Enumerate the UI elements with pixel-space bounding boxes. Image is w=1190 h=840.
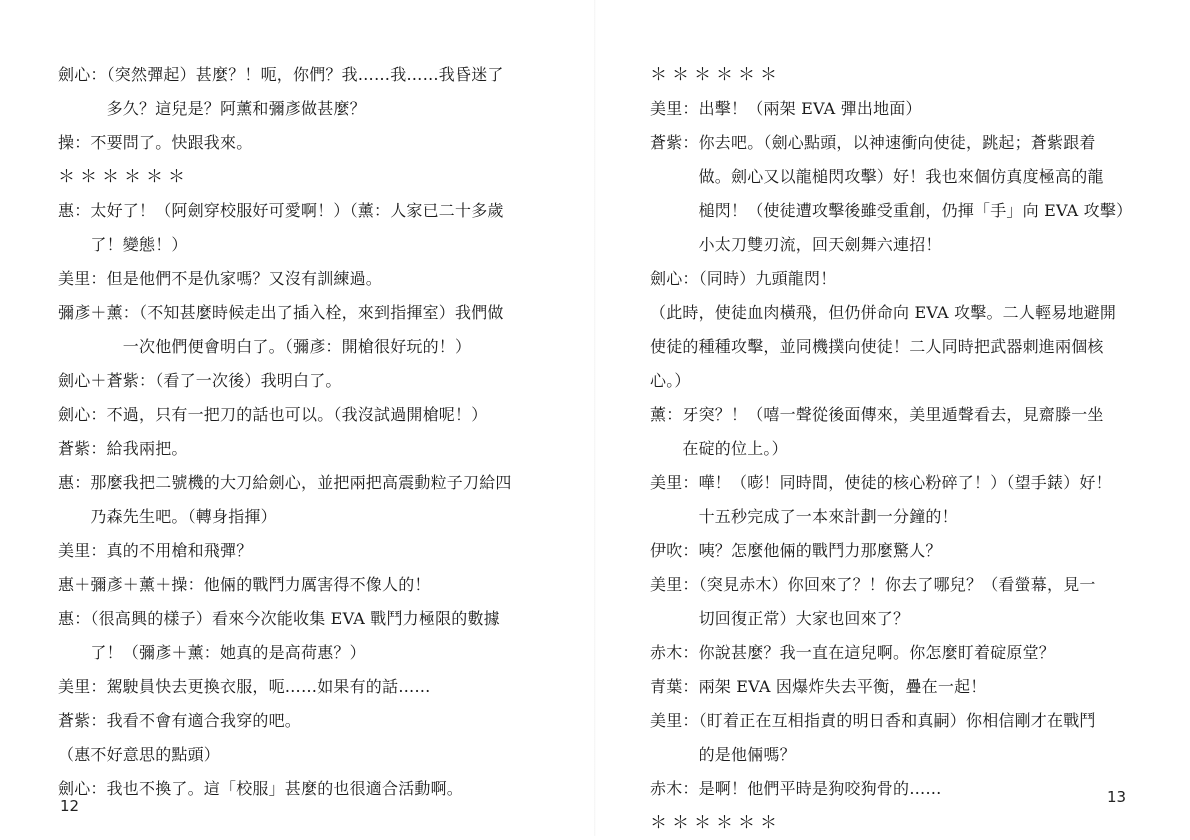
text-line: （惠不好意思的點頭） [58, 745, 221, 764]
text-line: 操：不要問了。快跟我來。 [58, 133, 253, 152]
text-line: 小太刀雙刃流，回天劍舞六連招！ [650, 235, 942, 254]
text-line: 蒼紫：你去吧。（劍心點頭，以神速衝向使徒，跳起；蒼紫跟着 [650, 133, 1096, 152]
text-line: （此時，使徒血肉橫飛，但仍併命向 EVA 攻擊。二人輕易地避開 [650, 303, 1117, 322]
text-line: 了！（彌彥＋薰：她真的是高荷惠？） [58, 643, 366, 662]
text-line: 心。） [650, 371, 691, 390]
text-line: 做。劍心又以龍槌閃攻擊）好！我也來個仿真度極高的龍 [650, 167, 1104, 186]
text-line: 惠：太好了！（阿劍穿校服好可愛啊！）（薰：人家已二十多歲 [58, 201, 504, 220]
page-number-left: 12 [60, 797, 80, 815]
right-page-text [650, 58, 1140, 840]
text-line: ＊＊＊＊＊＊ [58, 167, 190, 187]
text-line: 切回復正常）大家也回來了？ [650, 609, 910, 628]
text-line: 十五秒完成了一本來計劃一分鐘的！ [650, 507, 958, 526]
text-line: 惠＋彌彥＋薰＋操：他倆的戰鬥力厲害得不像人的！ [58, 575, 431, 594]
text-line: 槌閃！（使徒遭攻擊後雖受重創，仍揮「手」向 EVA 攻擊） [650, 201, 1133, 220]
text-line: 彌彥＋薰：（不知甚麼時候走出了插入栓，來到指揮室）我們做 [58, 303, 504, 322]
text-line: 美里：（突見赤木）你回來了？！你去了哪兒？（看螢幕，見一 [650, 575, 1096, 594]
text-line: 一次他們便會明白了。（彌彥：開槍很好玩的！） [58, 337, 472, 356]
text-line: 了！變態！） [58, 235, 188, 254]
left-page-text [58, 58, 538, 806]
text-line: ＊＊＊＊＊＊ [650, 813, 782, 833]
text-line: 惠：那麼我把二號機的大刀給劍心，並把兩把高震動粒子刀給四 [58, 473, 512, 492]
text-line: 劍心：（突然彈起）甚麼？！呃，你們？我……我……我昏迷了 [58, 65, 504, 84]
text-line: 赤木：你說甚麼？我一直在這兒啊。你怎麼盯着碇原堂？ [650, 643, 1056, 662]
text-line: ＊＊＊＊＊＊ [650, 65, 782, 85]
text-line: 的是他倆嗎？ [650, 745, 796, 764]
text-line: 伊吹：咦？怎麼他倆的戰鬥力那麼驚人？ [650, 541, 942, 560]
text-line: 美里：駕駛員快去更換衣服，呃……如果有的話…… [58, 677, 431, 696]
text-line: 乃森先生吧。（轉身指揮） [58, 507, 277, 526]
page-number-right: 13 [1107, 788, 1127, 806]
text-line: 劍心＋蒼紫：（看了一次後）我明白了。 [58, 371, 342, 390]
text-line: 劍心：（同時）九頭龍閃！ [650, 269, 837, 288]
right-page [595, 0, 1190, 836]
text-line: 美里：（盯着正在互相指責的明日香和真嗣）你相信剛才在戰鬥 [650, 711, 1096, 730]
text-line: 蒼紫：給我兩把。 [58, 439, 188, 458]
text-line: 美里：但是他們不是仇家嗎？又沒有訓練過。 [58, 269, 383, 288]
text-line: 多久？這兒是？阿薰和彌彥做甚麼？ [58, 99, 366, 118]
text-line: 青葉：兩架 EVA 因爆炸失去平衡，疊在一起！ [650, 677, 987, 696]
text-line: 劍心：我也不換了。這「校服」甚麼的也很適合活動啊。 [58, 779, 464, 798]
text-line: 美里：嘩！（嘭！同時間，使徒的核心粉碎了！）（望手錶）好！ [650, 473, 1112, 492]
text-line: 美里：出擊！（兩架 EVA 彈出地面） [650, 99, 922, 118]
text-line: 劍心：不過，只有一把刀的話也可以。（我沒試過開槍呢！） [58, 405, 488, 424]
text-line: 赤木：是啊！他們平時是狗咬狗骨的…… [650, 779, 942, 798]
left-page [0, 0, 595, 836]
text-line: 在碇的位上。） [650, 439, 788, 458]
text-line: 薰：牙突？！（嘻一聲從後面傳來，美里遁聲看去，見齋滕一坐 [650, 405, 1104, 424]
text-line: 美里：真的不用槍和飛彈？ [58, 541, 253, 560]
text-line: 惠：（很高興的樣子）看來今次能收集 EVA 戰鬥力極限的數據 [58, 609, 500, 628]
text-line: 使徒的種種攻擊，並同機撲向使徒！二人同時把武器刺進兩個核 [650, 337, 1104, 356]
text-line: 蒼紫：我看不會有適合我穿的吧。 [58, 711, 302, 730]
